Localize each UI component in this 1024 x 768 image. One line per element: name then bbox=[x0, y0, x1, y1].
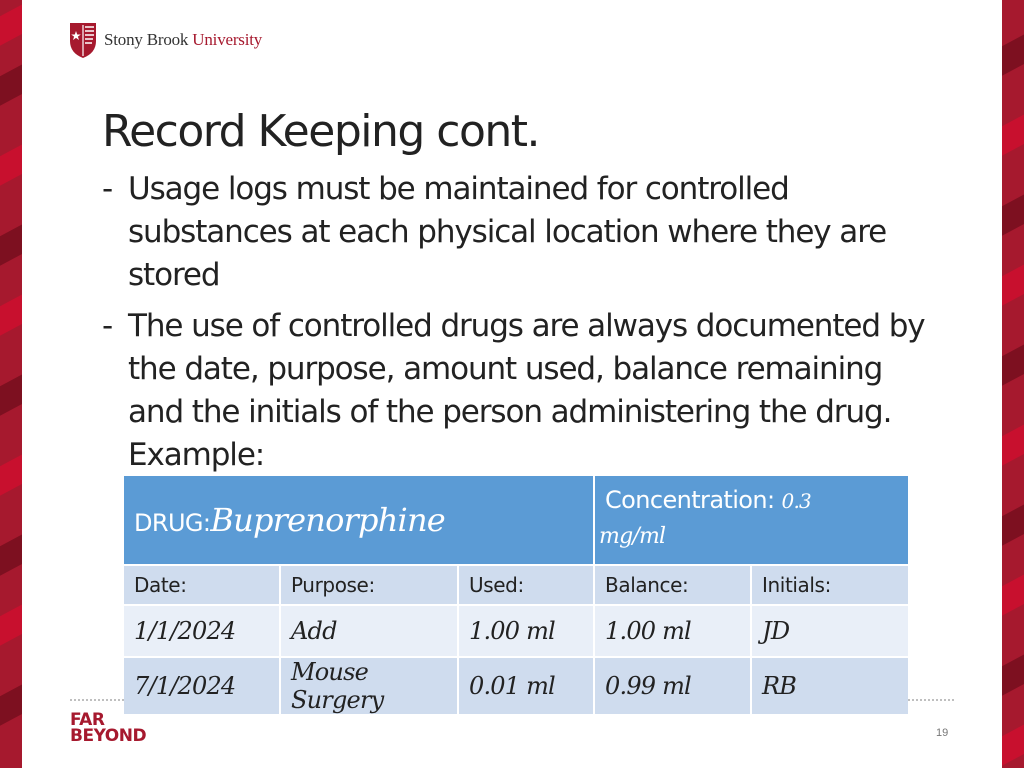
table-row bbox=[123, 605, 909, 657]
bullet-item bbox=[102, 168, 932, 297]
concentration-cell bbox=[594, 475, 909, 565]
cell-date: 1/1/2024 bbox=[123, 605, 280, 657]
cell-purpose: Add bbox=[280, 605, 458, 657]
cell-used: 0.01 ml bbox=[458, 657, 594, 715]
drug-label: DRUG: bbox=[134, 509, 211, 537]
column-header-used: Used: bbox=[458, 565, 594, 605]
bullet-text: The use of controlled drugs are always documented by the date, purpose, amount used, balance remaining and the initials of the person administering the drug. Example: bbox=[128, 308, 925, 473]
drug-cell bbox=[123, 475, 594, 565]
bullet-marker: - bbox=[102, 308, 113, 344]
logo-wordmark bbox=[104, 30, 262, 50]
university-logo bbox=[68, 20, 262, 60]
usage-log-table bbox=[122, 474, 910, 716]
concentration-label: Concentration: bbox=[605, 486, 775, 514]
logo-university: University bbox=[192, 30, 263, 49]
column-header-purpose: Purpose: bbox=[280, 565, 458, 605]
cell-initials: RB bbox=[751, 657, 909, 715]
drug-value: Buprenorphine bbox=[210, 501, 445, 539]
page-number: 19 bbox=[936, 727, 949, 739]
bullet-item bbox=[102, 305, 932, 477]
cell-used: 1.00 ml bbox=[458, 605, 594, 657]
bullet-text: Usage logs must be maintained for controlled substances at each physical location where they are stored bbox=[128, 171, 887, 293]
far-beyond-far: FAR bbox=[70, 710, 105, 730]
footer-divider-right bbox=[908, 699, 954, 701]
bullet-marker: - bbox=[102, 171, 113, 207]
far-beyond-logo bbox=[70, 712, 146, 744]
column-header-date: Date: bbox=[123, 565, 280, 605]
logo-name: Stony Brook bbox=[104, 30, 189, 49]
right-decorative-band bbox=[1002, 0, 1024, 768]
column-header-balance: Balance: bbox=[594, 565, 751, 605]
bullet-list bbox=[102, 168, 932, 485]
cell-balance: 0.99 ml bbox=[594, 657, 751, 715]
slide-title: Record Keeping cont. bbox=[102, 106, 540, 157]
footer-divider-left bbox=[70, 699, 124, 701]
cell-date: 7/1/2024 bbox=[123, 657, 280, 715]
cell-purpose: Mouse Surgery bbox=[280, 657, 458, 715]
column-header-initials: Initials: bbox=[751, 565, 909, 605]
table-row bbox=[123, 657, 909, 715]
table-columns-row bbox=[123, 565, 909, 605]
table-header-row bbox=[123, 475, 909, 565]
concentration-unit: mg/ml bbox=[599, 524, 666, 549]
cell-initials: JD bbox=[751, 605, 909, 657]
cell-balance: 1.00 ml bbox=[594, 605, 751, 657]
concentration-value: 0.3 bbox=[781, 489, 811, 513]
left-decorative-band bbox=[0, 0, 22, 768]
far-beyond-beyond: BEYOND bbox=[70, 726, 147, 746]
shield-icon bbox=[68, 21, 98, 59]
